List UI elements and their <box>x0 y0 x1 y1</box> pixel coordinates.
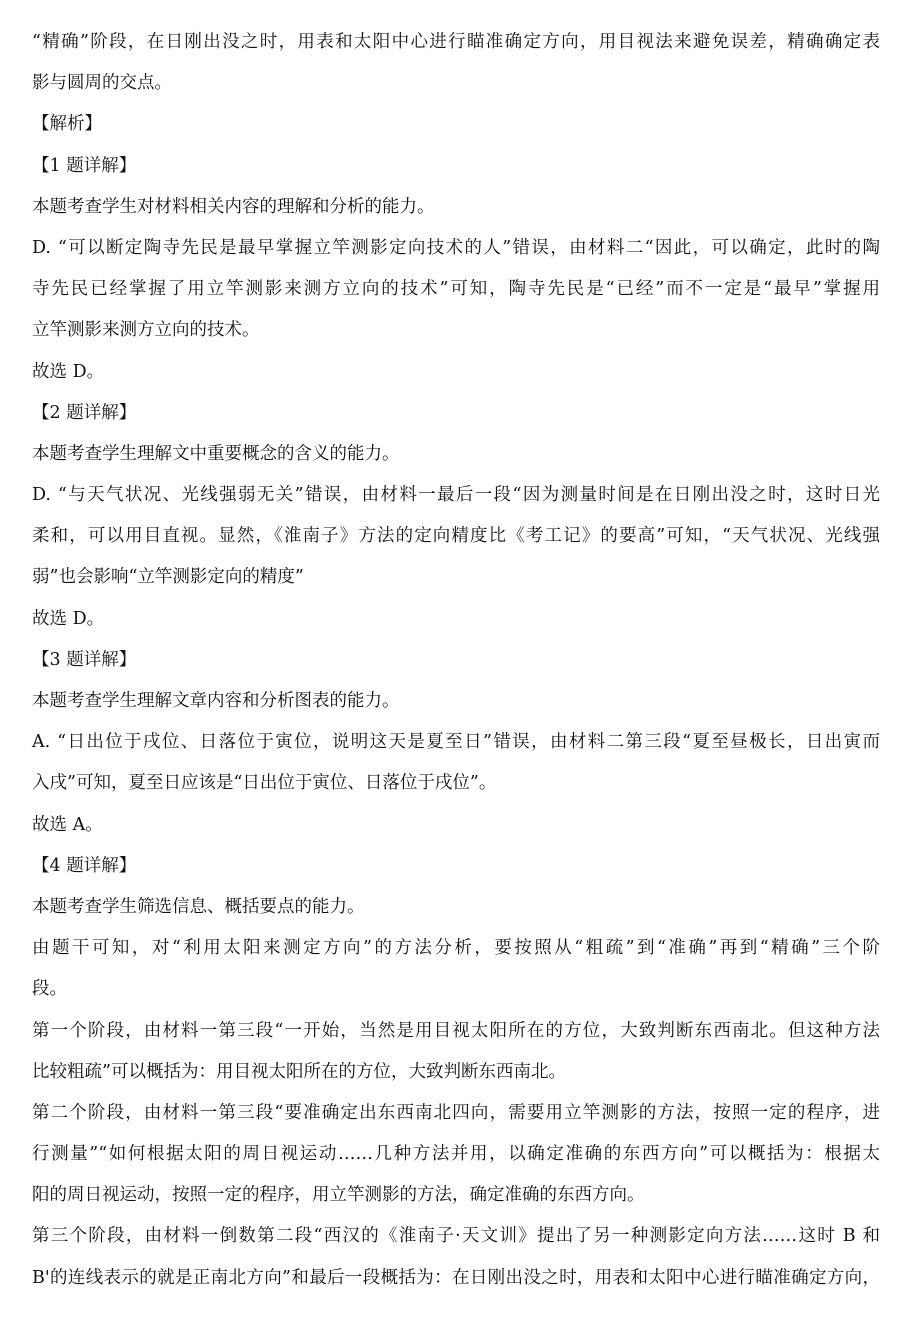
text-line: 本题考查学生筛选信息、概括要点的能力。 <box>32 896 365 917</box>
text-line: 第一个阶段，由材料一第三段“一开始，当然是用目视太阳所在的方位，大致判断东西南北。但这种方法 <box>32 1020 880 1041</box>
text-line: 弱”也会影响“立竿测影定向的精度” <box>32 567 304 588</box>
question-heading: 【2 题详解】 <box>32 402 137 423</box>
text-line: D. “可以断定陶寺先民是最早掌握立竿测影定向技术的人”错误，由材料二“因此，可以确定，此时的陶 <box>32 237 880 258</box>
text-line: 柔和，可以用目直视。显然，《淮南子》方法的定向精度比《考工记》的要高”可知，“天气状况、光线强 <box>32 526 880 547</box>
section-heading: 【解析】 <box>32 114 102 135</box>
text-line: B'的连线表示的就是正南北方向”和最后一段概括为：在日刚出没之时，用表和太阳中心进行瞄准确定方向， <box>32 1267 880 1288</box>
document-page <box>32 22 880 1299</box>
text-line: A. “日出位于戌位、日落位于寅位，说明这天是夏至日”错误，由材料二第三段“夏至昼极长，日出寅而 <box>32 732 880 753</box>
text-line: 立竿测影来测方立向的技术。 <box>32 320 260 341</box>
text-line: 入戌”可知，夏至日应该是“日出位于寅位、日落位于戌位”。 <box>32 773 497 794</box>
text-line: 本题考查学生对材料相关内容的理解和分析的能力。 <box>32 196 435 217</box>
text-line: 行测量”“如何根据太阳的周日视运动……几种方法并用，以确定准确的东西方向”可以概括为：根据太 <box>32 1144 880 1165</box>
answer-line: 故选 A。 <box>32 814 103 835</box>
text-line: 寺先民已经掌握了用立竿测影来测方立向的技术”可知，陶寺先民是“已经”而不一定是“最早”掌握用 <box>32 279 880 300</box>
text-line: “精确”阶段，在日刚出没之时，用表和太阳中心进行瞄准确定方向，用目视法来避免误差，精确确定表 <box>32 32 880 52</box>
text-line: 段。 <box>32 979 67 1000</box>
text-line: 第二个阶段，由材料一第三段“要准确定出东西南北四向，需要用立竿测影的方法，按照一定的程序，进 <box>32 1102 880 1123</box>
text-line: D. “与天气状况、光线强弱无关”错误，由材料一最后一段“因为测量时间是在日刚出没之时，这时日光 <box>32 485 880 506</box>
question-heading: 【3 题详解】 <box>32 649 137 670</box>
text-line: 阳的周日视运动，按照一定的程序，用立竿测影的方法，确定准确的东西方向。 <box>32 1185 645 1206</box>
answer-line: 故选 D。 <box>32 361 105 382</box>
text-line: 本题考查学生理解文章内容和分析图表的能力。 <box>32 691 400 711</box>
text-line: 本题考查学生理解文中重要概念的含义的能力。 <box>32 443 400 464</box>
text-line: 影与圆周的交点。 <box>32 73 172 94</box>
text-line: 第三个阶段，由材料一倒数第二段“西汉的《淮南子·天文训》提出了另一种测影定向方法……这时 B 和 <box>32 1226 880 1247</box>
answer-line: 故选 D。 <box>32 608 105 629</box>
question-heading: 【4 题详解】 <box>32 855 137 876</box>
text-line: 比较粗疏”可以概括为：用目视太阳所在的方位，大致判断东西南北。 <box>32 1061 566 1082</box>
text-line: 由题干可知，对“利用太阳来测定方向”的方法分析，要按照从“粗疏”到“准确”再到“精确”三个阶 <box>32 938 880 959</box>
question-heading: 【1 题详解】 <box>32 155 137 176</box>
